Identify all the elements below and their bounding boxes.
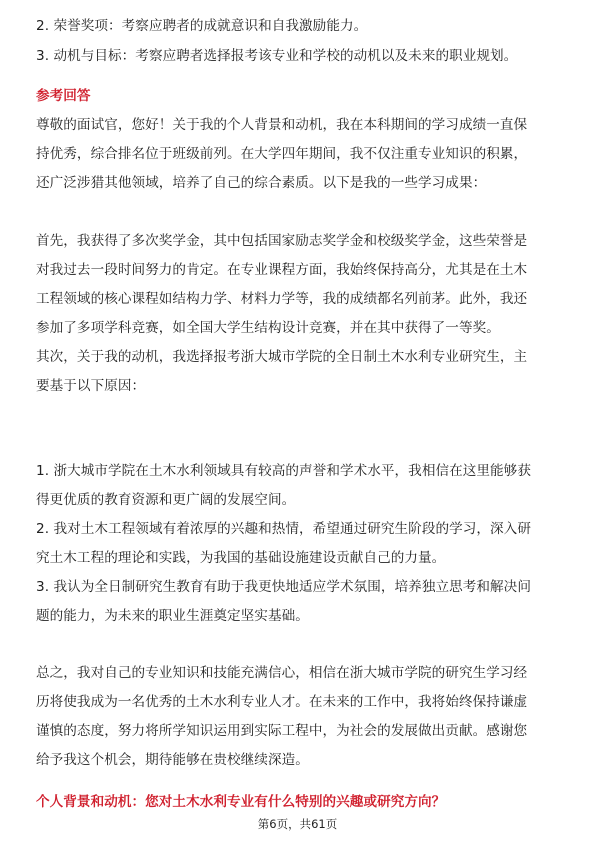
conclusion-line-4: 给予我这个机会，期待能够在贵校继续深造。 (36, 752, 309, 768)
answer-intro-line-2: 持优秀，综合排名位于班级前列。在大学四年期间，我不仅注重专业知识的积累， (36, 146, 528, 162)
next-question-heading: 个人背景和动机：您对土木水利专业有什么特别的兴趣或研究方向？ (36, 794, 446, 810)
achievements-line-2: 对我过去一段时间努力的肯定。在专业课程方面，我始终保持高分，尤其是在土木 (36, 262, 528, 278)
criteria-item-2: 2. 荣誉奖项：考察应聘者的成就意识和自我激励能力。 (36, 18, 368, 34)
reason-2-line-1: 2. 我对土木工程领域有着浓厚的兴趣和热情，希望通过研究生阶段的学习，深入研 (36, 521, 531, 537)
answer-intro-line-3: 还广泛涉猎其他领域，培养了自己的综合素质。以下是我的一些学习成果： (36, 175, 487, 191)
achievements-line-1: 首先，我获得了多次奖学金，其中包括国家励志奖学金和校级奖学金，这些荣誉是 (36, 233, 528, 249)
achievements-line-4: 参加了多项学科竞赛，如全国大学生结构设计竞赛，并在其中获得了一等奖。 (36, 320, 500, 336)
motivation-line-1: 其次，关于我的动机，我选择报考浙大城市学院的全日制土木水利专业研究生，主 (36, 349, 528, 365)
motivation-line-2: 要基于以下原因： (36, 378, 146, 394)
answer-intro-line-1: 尊敬的面试官，您好！关于我的个人背景和动机，我在本科期间的学习成绩一直保 (36, 117, 528, 133)
reason-2-line-2: 究土木工程的理论和实践，为我国的基础设施建设贡献自己的力量。 (36, 550, 446, 566)
reason-3-line-1: 3. 我认为全日制研究生教育有助于我更快地适应学术氛围，培养独立思考和解决问 (36, 579, 531, 595)
page-number: 第6页，共61页 (257, 817, 338, 831)
criteria-item-3: 3. 动机与目标：考察应聘者选择报考该专业和学校的动机以及未来的职业规划。 (36, 48, 518, 64)
reason-3-line-2: 题的能力，为未来的职业生涯奠定坚实基础。 (36, 608, 309, 624)
conclusion-line-3: 谨慎的态度，努力将所学知识运用到实际工程中，为社会的发展做出贡献。感谢您 (36, 723, 528, 739)
conclusion-line-2: 历将使我成为一名优秀的土木水利专业人才。在未来的工作中，我将始终保持谦虚 (36, 694, 528, 710)
reason-1-line-1: 1. 浙大城市学院在土木水利领域具有较高的声誉和学术水平，我相信在这里能够获 (36, 463, 531, 479)
conclusion-line-1: 总之，我对自己的专业知识和技能充满信心，相信在浙大城市学院的研究生学习经 (36, 665, 528, 681)
reference-answer-heading: 参考回答 (36, 88, 91, 104)
reason-1-line-2: 得更优质的教育资源和更广阔的发展空间。 (36, 492, 296, 508)
achievements-line-3: 工程领域的核心课程如结构力学、材料力学等，我的成绩都名列前茅。此外，我还 (36, 291, 528, 307)
